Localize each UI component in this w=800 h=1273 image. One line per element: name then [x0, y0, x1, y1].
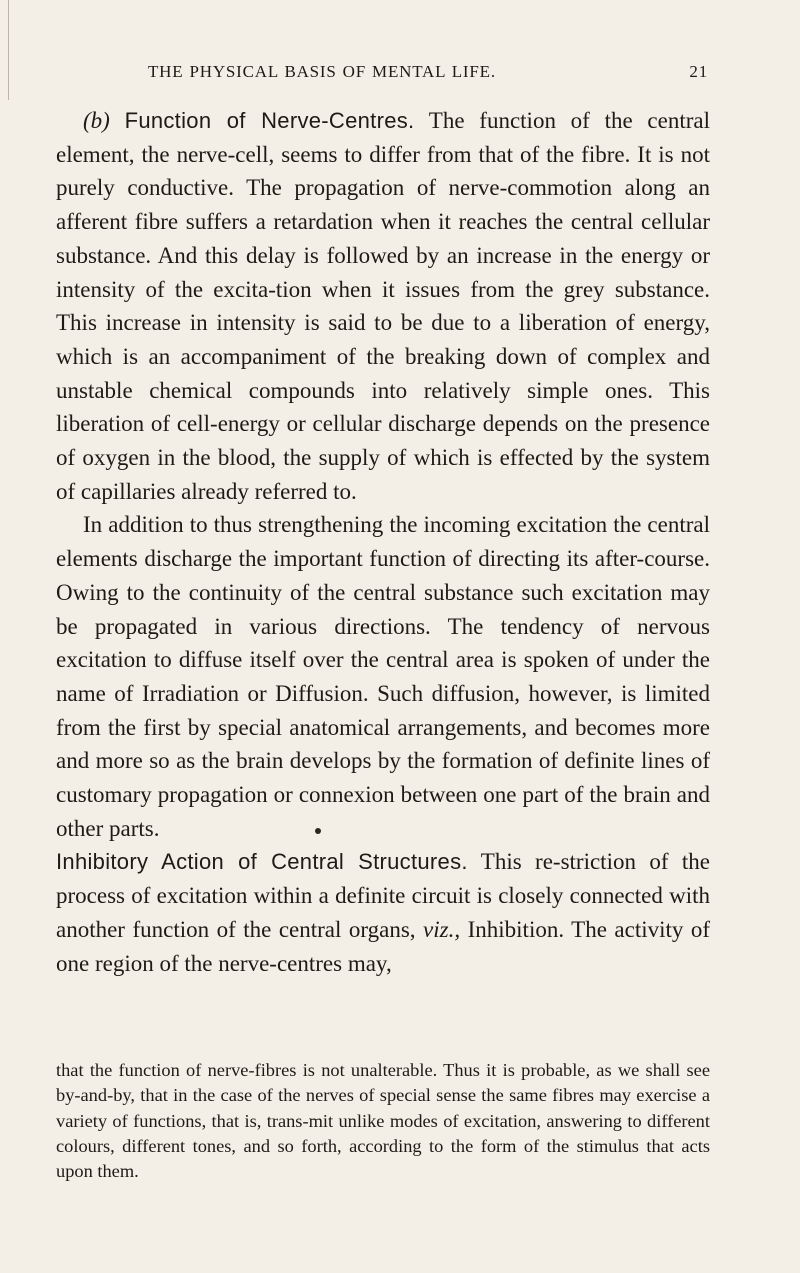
footnote — [56, 1058, 710, 1184]
footnote-text: that the function of nerve-fibres is not unalterable. Thus it is probable, as we shall see by-and-by, that in the case of the nerves of special sense the same fibres may exercise a variety of functions, that is, trans-mit unlike modes of excitation, answering to different colours, different tones, and so forth, according to the form of the stimulus that acts upon them. — [56, 1060, 710, 1182]
body-text — [56, 104, 710, 980]
running-head — [148, 62, 708, 82]
paragraph-function-of-nerve-centres — [56, 104, 710, 508]
page-edge-line — [8, 0, 9, 100]
section-heading-inhibitory-action: Inhibitory Action of Central Structures. — [56, 849, 468, 875]
italic-viz: viz., — [423, 916, 461, 942]
paragraph-text: This re-striction of the process of excitation within a definite circuit is closely connected with another function of the central organs, — [56, 849, 710, 942]
section-label: (b) — [83, 108, 110, 133]
paragraph-text: Inhibition. The activity of one region of the nerve-centres may, — [56, 916, 711, 976]
page-number: 21 — [689, 62, 708, 81]
section-heading-function-of-nerve-centres: Function of Nerve-Centres. — [124, 108, 415, 133]
paragraph-irradiation: In addition to thus strengthening the incoming excitation the central elements discharge the important function of directing its after-course. Owing to the continuity of the central substance such excitation may be propagated in various directions. The tendency of nervous excitation to diffuse itself over the central area is spoken of under the name of Irradiation or Diffusion. Such diffusion, however, is limited from the first by special anatomical arrangements, and becomes more and more so as the brain develops by the formation of definite lines of customary propagation or connexion between one part of the brain and other parts. — [56, 512, 710, 841]
running-head-title: THE PHYSICAL BASIS OF MENTAL LIFE. — [148, 62, 496, 81]
paragraph-inhibitory-action — [56, 845, 710, 980]
paragraph-text: The function of the central element, the nerve-cell, seems to differ from that of the fibre. It is not purely conductive. The propagation of nerve-commotion along an afferent fibre suffers a retardation when it reaches the central cellular substance. And this delay is followed by an increase in the energy or intensity of the excita-tion when it issues from the grey substance. This increase in intensity is said to be due to a liberation of energy, which is an accompaniment of the breaking down of complex and unstable chemical compounds into relatively simple ones. This liberation of cell-energy or cellular discharge depends on the presence of oxygen in the blood, the supply of which is effected by the system of capillaries already referred to. — [56, 108, 710, 504]
ink-speck — [315, 828, 321, 834]
